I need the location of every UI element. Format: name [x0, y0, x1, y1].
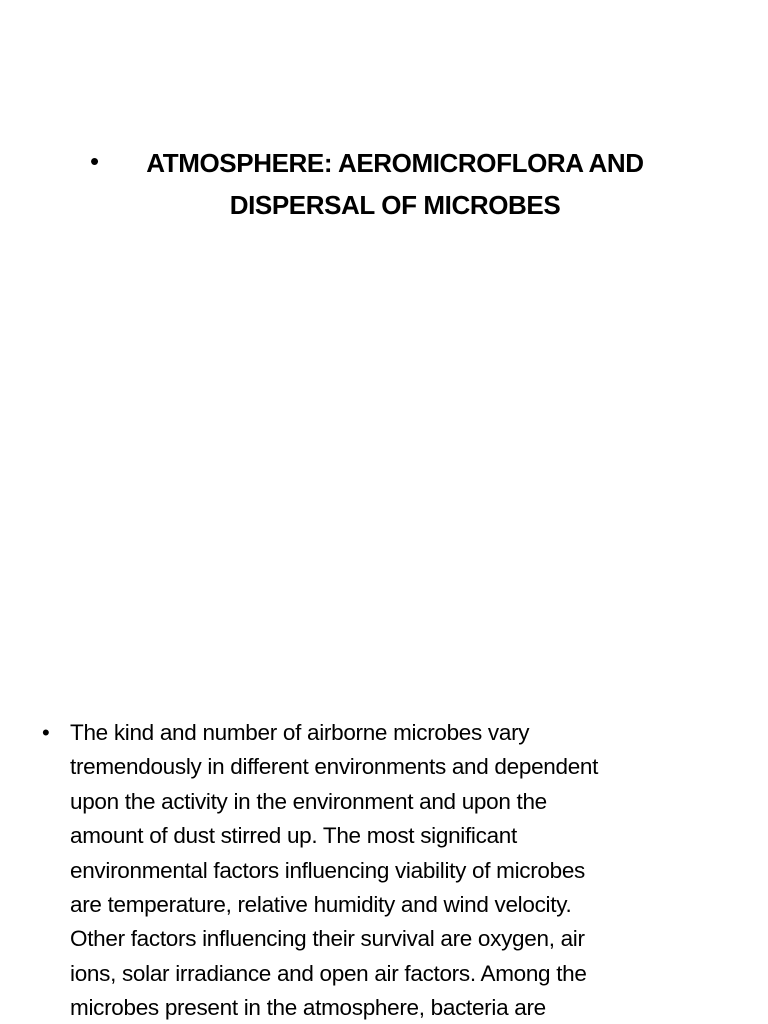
body-line: Other factors influencing their survival are oxygen, air	[70, 926, 585, 952]
title-text	[100, 142, 690, 226]
body-line: tremendously in different environments and dependent	[70, 754, 599, 780]
body-paragraph	[42, 716, 732, 1024]
title-line: DISPERSAL OF MICROBES	[229, 190, 561, 220]
body-bullet: •	[42, 720, 50, 745]
slide-title	[90, 142, 690, 226]
body-line: The kind and number of airborne microbes vary	[70, 720, 530, 745]
body-line: environmental factors influencing viability of microbes	[70, 857, 585, 883]
body-text	[70, 716, 732, 1024]
body-line: ions, solar irradiance and open air factors. Among the	[70, 960, 587, 986]
body-line: upon the activity in the environment and upon the	[70, 788, 547, 814]
body-line: are temperature, relative humidity and wind velocity.	[70, 892, 572, 918]
body-line: amount of dust stirred up. The most significant	[70, 823, 517, 849]
title-bullet: •	[90, 146, 100, 176]
body-line: microbes present in the atmosphere, bacteria are	[70, 995, 546, 1021]
title-line: ATMOSPHERE: AEROMICROFLORA AND	[146, 148, 644, 178]
